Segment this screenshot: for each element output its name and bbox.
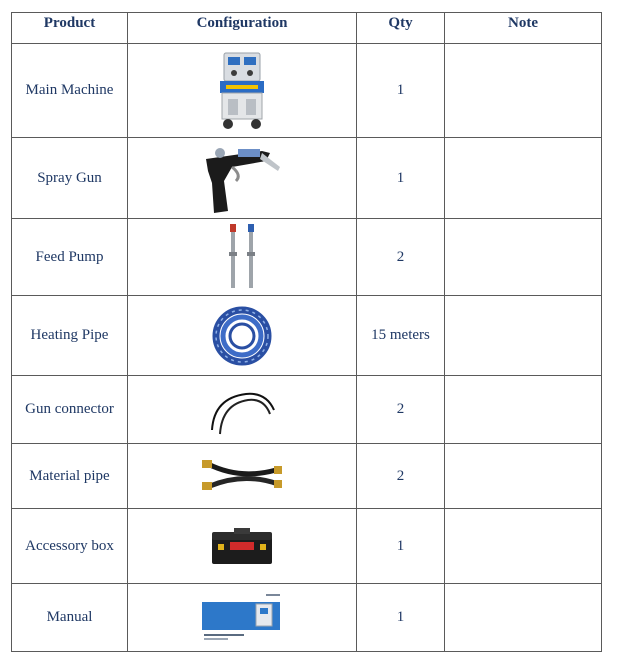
product-cell: Feed Pump [12,219,128,296]
table-row [12,296,602,376]
table-row [12,376,602,444]
note-cell [445,219,602,296]
note-cell [445,376,602,444]
product-cell: Gun connector [12,376,128,444]
qty-cell: 1 [357,509,445,584]
table-row [12,138,602,219]
note-cell [445,44,602,138]
header-configuration: Configuration [128,13,357,44]
material-pipe-icon [200,450,284,502]
main-machine-icon [214,51,270,131]
configuration-cell [128,509,357,584]
spray-gun-icon [202,141,282,215]
product-cell: Main Machine [12,44,128,138]
product-cell: Spray Gun [12,138,128,219]
table-row [12,44,602,138]
product-cell: Heating Pipe [12,296,128,376]
configuration-cell [128,296,357,376]
configuration-cell [128,138,357,219]
feed-pump-icon [222,222,262,292]
note-cell [445,296,602,376]
configuration-cell [128,376,357,444]
gun-connector-icon [206,384,278,436]
table-row [12,584,602,652]
qty-cell: 15 meters [357,296,445,376]
header-qty: Qty [357,13,445,44]
header-product: Product [12,13,128,44]
configuration-cell [128,444,357,509]
note-cell [445,444,602,509]
configuration-cell [128,219,357,296]
note-cell [445,138,602,219]
header-row [12,13,602,44]
product-cell: Manual [12,584,128,652]
note-cell [445,584,602,652]
product-cell: Accessory box [12,509,128,584]
configuration-cell [128,584,357,652]
heating-pipe-icon [210,304,274,368]
qty-cell: 1 [357,584,445,652]
qty-cell: 1 [357,44,445,138]
manual-icon [200,592,284,644]
configuration-table [11,12,602,652]
qty-cell: 2 [357,219,445,296]
table-row [12,509,602,584]
table-row [12,444,602,509]
product-cell: Material pipe [12,444,128,509]
configuration-cell [128,44,357,138]
note-cell [445,509,602,584]
qty-cell: 2 [357,444,445,509]
header-note: Note [445,13,602,44]
qty-cell: 2 [357,376,445,444]
qty-cell: 1 [357,138,445,219]
table-row [12,219,602,296]
accessory-box-icon [210,526,274,566]
